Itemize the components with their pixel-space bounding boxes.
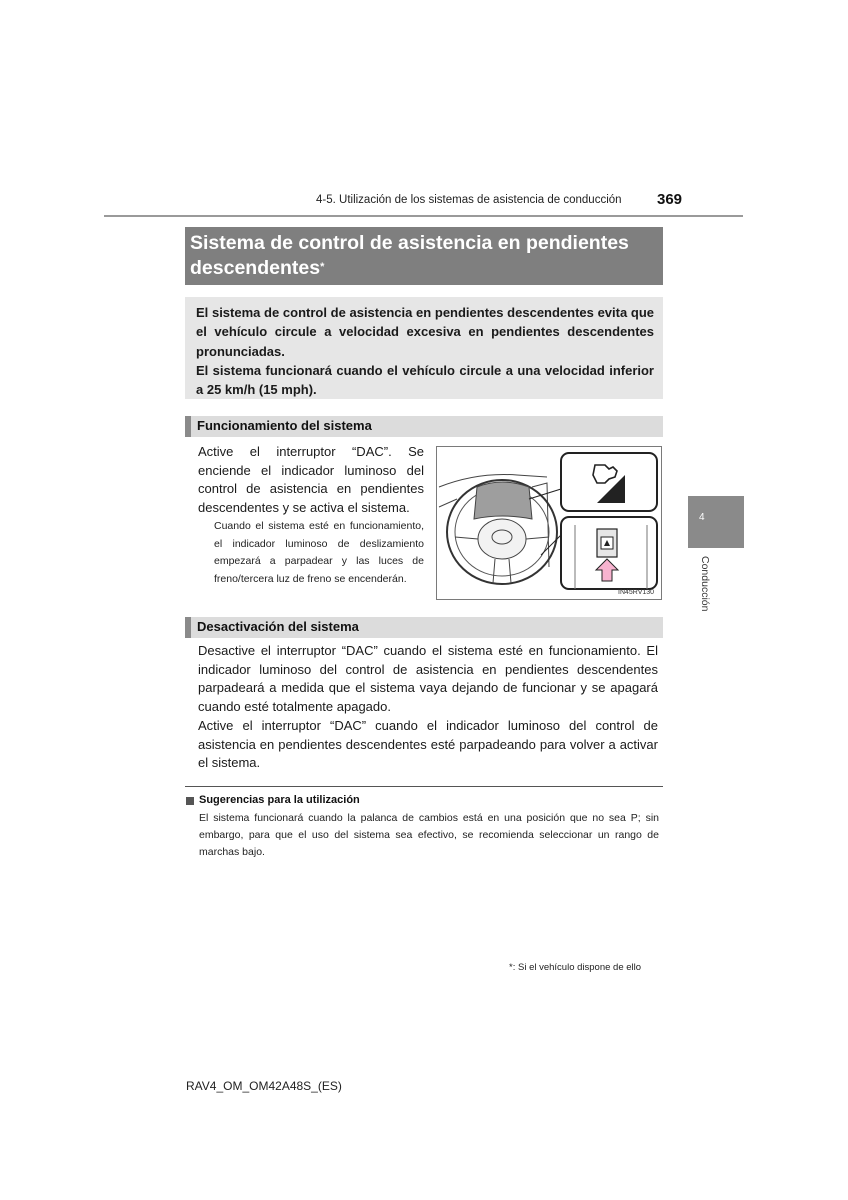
dashboard-drawing [437,447,661,599]
tips-divider [185,786,663,787]
footnote [509,962,641,973]
figure-code: IN45RV130 [618,589,655,596]
page-number: 369 [657,191,683,208]
section-heading-deactivation [185,617,663,638]
dac-switch-illustration [436,446,662,600]
running-header-section: 4-5. Utilización de los sistemas de asistencia de conducción [316,194,622,206]
footnote-marker: * [509,962,513,973]
page-title [190,231,660,281]
deactivation-paragraph-1: Desactive el interruptor “DAC” cuando el sistema esté en funcionamiento. El indicador luminoso del control de asistencia en pendientes descendentes parpadeará a medida que el sistema vaya dejando de funcionar y se apagará cuando esté totalmente apagado. [198,643,658,715]
tips-bullet-icon [186,797,194,805]
tips-body: El sistema funcionará cuando la palanca de cambios está en una posición que no sea P; sin embargo, para que el uso del sistema sea efectivo, se recomienda seleccionar un rango de marchas bajo. [199,812,659,859]
chapter-tab-label: Conducción [699,556,711,612]
intro-summary-box [185,297,663,399]
tips-heading: Sugerencias para la utilización [199,794,360,806]
page-title-text: Sistema de control de asistencia en pendientes descendentes [190,232,629,279]
intro-summary-text [196,303,654,399]
header-rule [104,215,743,217]
section-heading-operation-text: Funcionamiento del sistema [197,418,372,433]
title-footnote-marker: * [320,261,325,273]
operation-body: Active el interruptor “DAC”. Se enciende el indicador luminoso del control de asistencia en pendientes descendentes y se activa el sistema. [198,444,424,516]
deactivation-paragraph-2: Active el interruptor “DAC” cuando el indicador luminoso del control de asistencia en pendientes descendentes esté parpadeando para volver a activar el sistema. [198,717,658,771]
intro-line-2: El sistema funcionará cuando el vehículo circule a una velocidad inferior a 25 km/h (15 mph). [196,362,654,398]
chapter-tab [688,496,744,548]
operation-note: Cuando el sistema esté en funcionamiento, el indicador luminoso de deslizamiento empezará a parpadear y las luces de freno/tercera luz de freno se encenderán. [214,520,424,585]
section-heading-operation [185,416,663,437]
intro-line-1: El sistema de control de asistencia en pendientes descendentes evita que el vehículo circule a velocidad excesiva en pendientes descendentes pronunciadas. [196,305,654,359]
document-code: RAV4_OM_OM42A48S_(ES) [186,1079,342,1093]
deactivation-body [198,642,658,773]
chapter-tab-number: 4 [699,512,705,523]
page-title-block [185,227,663,285]
section-heading-deactivation-text: Desactivación del sistema [197,619,359,634]
footnote-text: : Si el vehículo dispone de ello [512,962,642,973]
